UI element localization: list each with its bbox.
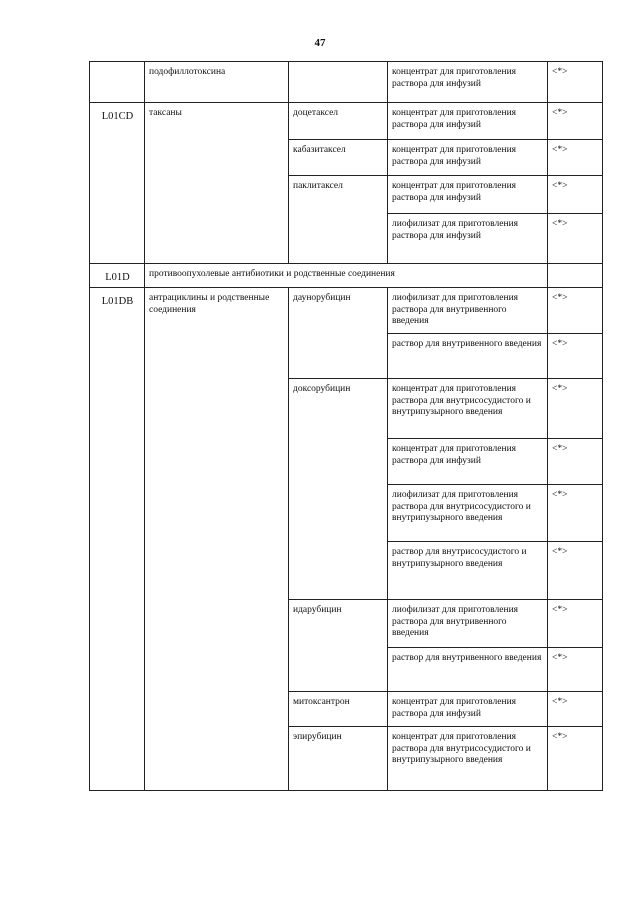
dosage-form-cell: концентрат для приготовления раствора для инфузий bbox=[388, 62, 548, 103]
mark-cell: <*> bbox=[548, 648, 603, 692]
drug-name-cell bbox=[289, 62, 388, 103]
mark-cell: <*> bbox=[548, 600, 603, 648]
drug-table bbox=[89, 61, 603, 791]
mark-cell: <*> bbox=[548, 379, 603, 439]
table-row bbox=[90, 288, 603, 334]
dosage-form-cell: лиофилизат для приготовления раствора для внутривенного введения bbox=[388, 600, 548, 648]
mark-cell: <*> bbox=[548, 439, 603, 485]
drug-name-cell: кабазитаксел bbox=[289, 140, 388, 176]
drug-name-cell: паклитаксел bbox=[289, 176, 388, 264]
atc-code-cell: L01D bbox=[90, 264, 145, 288]
group-name-cell: подофиллотоксина bbox=[145, 62, 289, 103]
table-row bbox=[90, 103, 603, 140]
mark-cell bbox=[548, 264, 603, 288]
mark-cell: <*> bbox=[548, 140, 603, 176]
group-name-cell: таксаны bbox=[145, 103, 289, 264]
mark-cell: <*> bbox=[548, 103, 603, 140]
dosage-form-cell: раствор для внутривенного введения bbox=[388, 648, 548, 692]
drug-name-cell: митоксантрон bbox=[289, 692, 388, 727]
mark-cell: <*> bbox=[548, 542, 603, 600]
dosage-form-cell: концентрат для приготовления раствора для инфузий bbox=[388, 103, 548, 140]
mark-cell: <*> bbox=[548, 727, 603, 791]
dosage-form-cell: концентрат для приготовления раствора для внутрисосудистого и внутрипузырного введения bbox=[388, 727, 548, 791]
mark-cell: <*> bbox=[548, 214, 603, 264]
dosage-form-cell: концентрат для приготовления раствора для инфузий bbox=[388, 140, 548, 176]
table-row bbox=[90, 264, 603, 288]
dosage-form-cell: концентрат для приготовления раствора для инфузий bbox=[388, 692, 548, 727]
atc-code-cell bbox=[90, 62, 145, 103]
drug-name-cell: эпирубицин bbox=[289, 727, 388, 791]
dosage-form-cell: лиофилизат для приготовления раствора для внутривенного введения bbox=[388, 288, 548, 334]
atc-code-cell: L01DB bbox=[90, 288, 145, 791]
page-number: 47 bbox=[314, 37, 326, 49]
dosage-form-cell: лиофилизат для приготовления раствора для инфузий bbox=[388, 214, 548, 264]
dosage-form-cell: концентрат для приготовления раствора для внутрисосудистого и внутрипузырного введения bbox=[388, 379, 548, 439]
group-name-cell: антрациклины и родственные соединения bbox=[145, 288, 289, 791]
drug-name-cell: доцетаксел bbox=[289, 103, 388, 140]
group-name-cell: противоопухолевые антибиотики и родственные соединения bbox=[145, 264, 548, 288]
drug-name-cell: даунорубицин bbox=[289, 288, 388, 379]
dosage-form-cell: концентрат для приготовления раствора для инфузий bbox=[388, 439, 548, 485]
dosage-form-cell: раствор для внутрисосудистого и внутрипузырного введения bbox=[388, 542, 548, 600]
mark-cell: <*> bbox=[548, 288, 603, 334]
mark-cell: <*> bbox=[548, 334, 603, 379]
mark-cell: <*> bbox=[548, 62, 603, 103]
drug-name-cell: доксорубицин bbox=[289, 379, 388, 600]
atc-code-cell: L01CD bbox=[90, 103, 145, 264]
dosage-form-cell: раствор для внутривенного введения bbox=[388, 334, 548, 379]
mark-cell: <*> bbox=[548, 485, 603, 542]
dosage-form-cell: концентрат для приготовления раствора для инфузий bbox=[388, 176, 548, 214]
table-row bbox=[90, 62, 603, 103]
dosage-form-cell: лиофилизат для приготовления раствора для внутрисосудистого и внутрипузырного введения bbox=[388, 485, 548, 542]
mark-cell: <*> bbox=[548, 692, 603, 727]
drug-name-cell: идарубицин bbox=[289, 600, 388, 692]
mark-cell: <*> bbox=[548, 176, 603, 214]
